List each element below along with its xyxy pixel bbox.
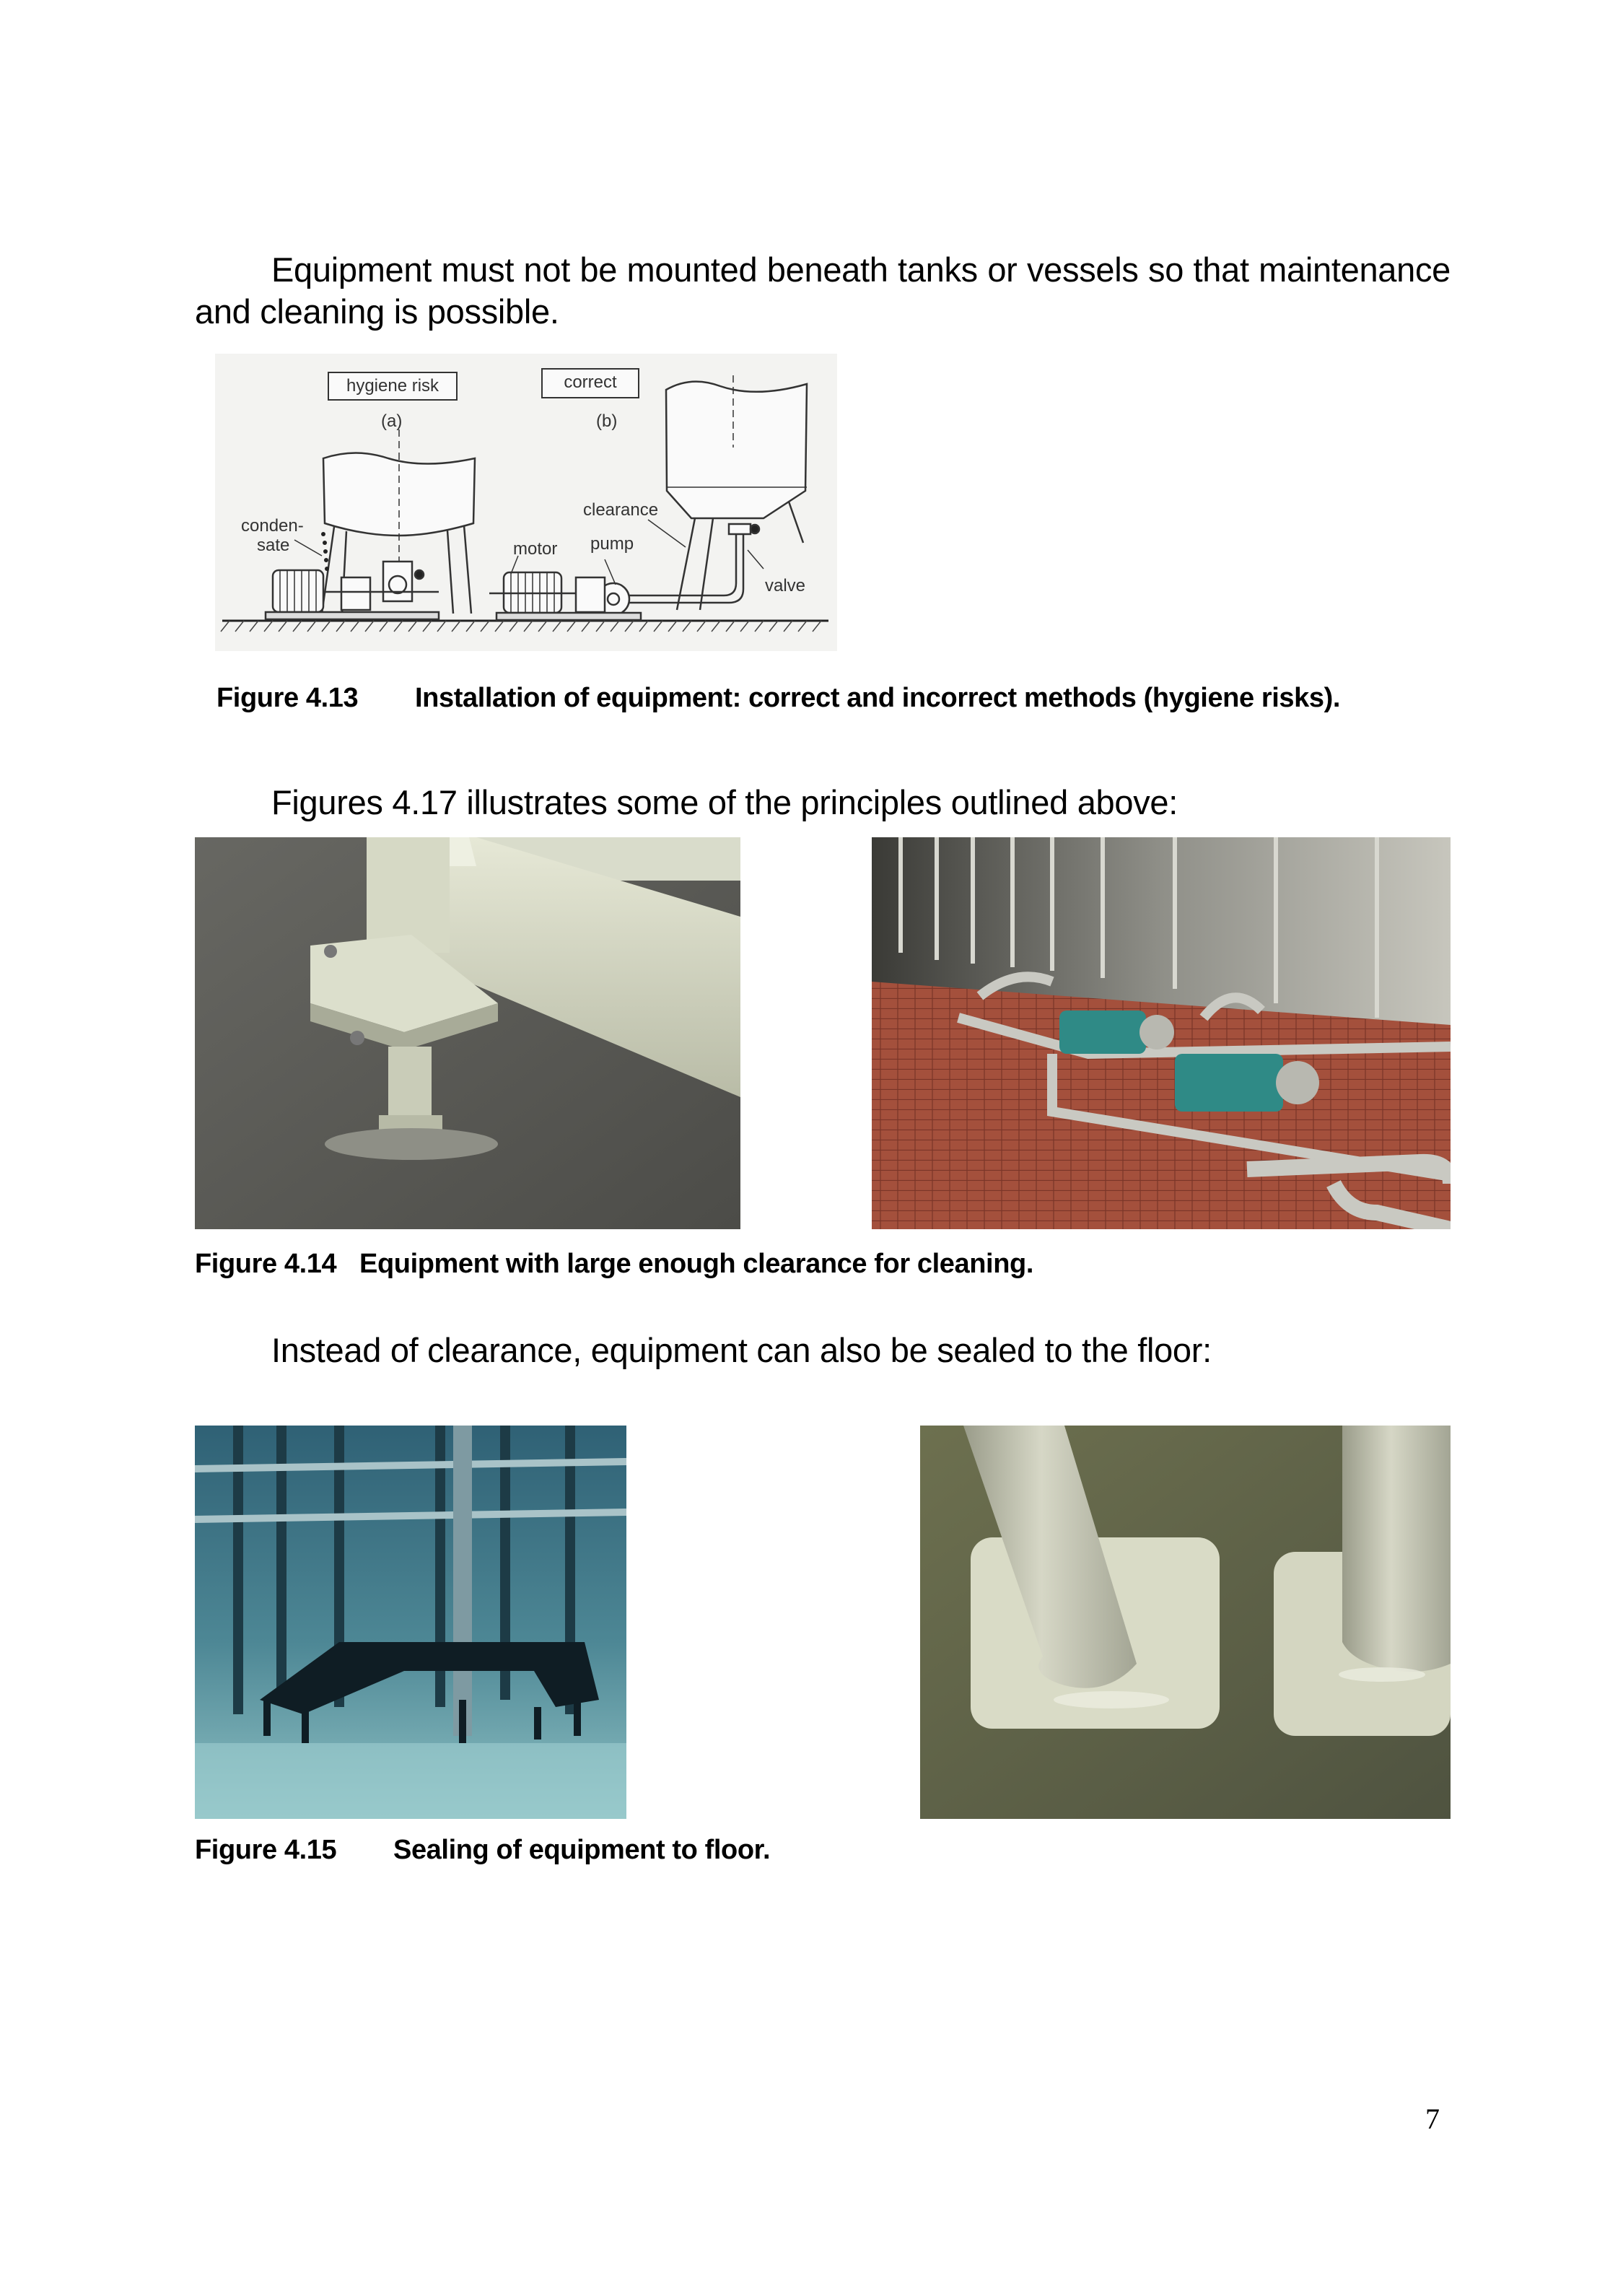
caption-number: Figure 4.15 bbox=[195, 1835, 337, 1865]
caption-text: Installation of equipment: correct and incorrect methods (hygiene risks). bbox=[415, 683, 1341, 713]
photo-sealed-pipes-on-floor bbox=[920, 1426, 1451, 1819]
label-correct: correct bbox=[564, 372, 617, 392]
caption-figure-4-13 bbox=[216, 681, 1340, 715]
paragraph-figures-principles: Figures 4.17 illustrates some of the principles outlined above: bbox=[271, 783, 1178, 821]
caption-figure-4-14 bbox=[195, 1247, 1033, 1280]
page-number: 7 bbox=[1425, 2103, 1440, 2135]
photo-sealed-stand-feet bbox=[195, 1426, 626, 1819]
label-a: (a) bbox=[381, 411, 403, 431]
caption-number: Figure 4.13 bbox=[216, 683, 359, 713]
paragraph-equipment-mounting: Equipment must not be mounted beneath tanks or vessels so that maintenance and cleaning is possible. bbox=[195, 250, 1451, 331]
caption-figure-4-15 bbox=[195, 1833, 770, 1867]
label-pump: pump bbox=[590, 534, 634, 554]
label-condensate-2: sate bbox=[257, 536, 290, 555]
paragraph-sealed-to-floor: Instead of clearance, equipment can also be sealed to the floor: bbox=[271, 1331, 1212, 1369]
label-motor: motor bbox=[513, 539, 558, 559]
photo-equipment-foot-clearance bbox=[195, 837, 740, 1229]
figure-4-13-diagram bbox=[215, 354, 837, 651]
caption-number: Figure 4.14 bbox=[195, 1249, 337, 1279]
caption-text: Sealing of equipment to floor. bbox=[393, 1835, 771, 1865]
label-hygiene-risk: hygiene risk bbox=[346, 376, 439, 396]
label-condensate-1: conden- bbox=[241, 516, 304, 536]
caption-text: Equipment with large enough clearance for cleaning. bbox=[359, 1249, 1033, 1279]
label-b: (b) bbox=[596, 411, 618, 431]
photo-pumps-on-tiled-floor bbox=[872, 837, 1451, 1229]
label-clearance: clearance bbox=[583, 500, 659, 520]
label-valve: valve bbox=[765, 576, 806, 595]
